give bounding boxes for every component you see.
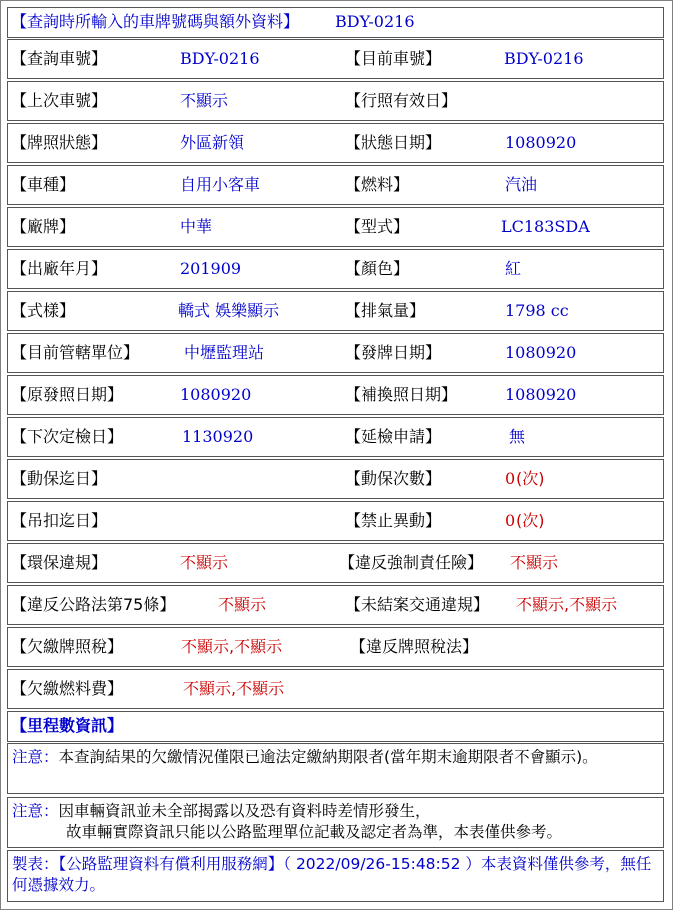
field-label: 【環保違規】 — [11, 553, 108, 572]
info-row — [7, 375, 664, 415]
field-value: 汽油 — [505, 175, 538, 194]
field-value: 外區新領 — [180, 133, 245, 152]
field-label: 【式樣】 — [11, 301, 76, 320]
field-label: 【車種】 — [11, 175, 76, 194]
field-value: 不顯示 — [180, 91, 229, 110]
field-value: 不顯示 — [180, 553, 229, 572]
field-label: 【出廠年月】 — [11, 259, 108, 278]
info-row — [7, 39, 664, 79]
note-disclaimer-text — [12, 801, 657, 843]
field-label: 【型式】 — [345, 217, 410, 236]
field-label: 【發牌日期】 — [345, 343, 442, 362]
field-value-count: 0 — [505, 469, 516, 488]
note-line1: 因車輛資訊並未全部揭露以及恐有資料時差情形發生， — [58, 802, 431, 820]
info-row — [7, 249, 664, 289]
field-value: 中壢監理站 — [184, 343, 265, 362]
report-header — [7, 7, 664, 38]
field-label: 【排氣量】 — [345, 301, 426, 320]
field-value-count: 0 — [505, 511, 516, 530]
field-label: 【原發照日期】 — [11, 385, 124, 404]
field-value: 不顯示 — [218, 595, 267, 614]
field-label: 【動保迄日】 — [11, 469, 108, 488]
field-label: 【禁止異動】 — [345, 511, 442, 530]
field-label: 【未結案交通違規】 — [345, 595, 490, 614]
field-value: 不顯示,不顯示 — [516, 595, 618, 614]
info-row — [7, 459, 664, 499]
info-row — [7, 333, 664, 373]
field-value: 1080920 — [505, 343, 577, 362]
field-label: 【動保次數】 — [345, 469, 442, 488]
field-value: 不顯示 — [510, 553, 559, 572]
info-row — [7, 627, 664, 667]
field-label: 【欠繳牌照稅】 — [11, 637, 124, 656]
field-label: 【行照有效日】 — [345, 91, 458, 110]
info-row — [7, 207, 664, 247]
field-value-unit: (次) — [516, 469, 545, 488]
info-row — [7, 543, 664, 583]
field-value: 1080920 — [505, 133, 577, 152]
info-row — [7, 501, 664, 541]
field-label: 【補換照日期】 — [345, 385, 458, 404]
field-label: 【目前車號】 — [345, 49, 442, 68]
field-value: 1798 cc — [505, 301, 569, 320]
field-value: 1130920 — [182, 427, 254, 446]
note-text: 本查詢結果的欠繳情況僅限已逾法定繳納期限者(當年期末逾期限者不會顯示)。 — [58, 748, 598, 766]
info-row — [7, 165, 664, 205]
field-value: 不顯示,不顯示 — [181, 637, 283, 656]
field-label: 【廠牌】 — [11, 217, 76, 236]
info-row — [7, 669, 664, 709]
field-value: 中華 — [180, 217, 213, 236]
field-value-unit: (次) — [516, 511, 545, 530]
field-label: 【違反強制責任險】 — [339, 553, 484, 572]
footer-text — [12, 854, 657, 896]
field-label: 【違反公路法第75條】 — [11, 595, 176, 614]
note-overdue-text — [12, 747, 657, 768]
field-value: 自用小客車 — [180, 175, 261, 194]
table-footer — [7, 850, 664, 902]
field-label: 【查詢車號】 — [11, 49, 108, 68]
info-row — [7, 417, 664, 457]
header-plate: BDY-0216 — [335, 12, 415, 31]
info-row — [7, 585, 664, 625]
note-label: 注意： — [12, 802, 59, 820]
field-label: 【狀態日期】 — [345, 133, 442, 152]
note-label: 注意： — [12, 748, 59, 766]
field-value: BDY-0216 — [504, 49, 584, 68]
field-label: 【燃料】 — [345, 175, 410, 194]
field-value: 紅 — [505, 259, 522, 278]
field-label: 【牌照狀態】 — [11, 133, 108, 152]
info-row — [7, 123, 664, 163]
field-label: 【上次車號】 — [11, 91, 108, 110]
note-disclaimer — [7, 797, 664, 848]
field-label: 【下次定檢日】 — [11, 427, 124, 446]
footer-source: 【公路監理資料有償利用服務網】（ 2022/09/26-15:48:52 ）本表資料僅供參考，無任何憑據效力。 — [12, 855, 652, 894]
field-value: 1080920 — [180, 385, 252, 404]
footer-label: 製表： — [12, 855, 59, 873]
field-value: 轎式 娛樂顯示 — [178, 301, 280, 320]
field-value: BDY-0216 — [180, 49, 260, 68]
note-line2: 故車輛實際資訊只能以公路監理單位記載及認定者為準，本表僅供參考。 — [66, 823, 563, 841]
mileage-section — [7, 711, 664, 742]
note-overdue — [7, 743, 664, 794]
header-title: 【查詢時所輸入的車牌號碼與額外資料】 — [11, 12, 300, 31]
field-label: 【違反牌照稅法】 — [350, 637, 479, 656]
field-value: 201909 — [180, 259, 242, 278]
field-label: 【吊扣迄日】 — [11, 511, 108, 530]
info-row — [7, 81, 664, 121]
field-label: 【顏色】 — [345, 259, 410, 278]
field-label: 【目前管轄單位】 — [11, 343, 140, 362]
field-value: LC183SDA — [501, 217, 590, 236]
field-label: 【欠繳燃料費】 — [11, 679, 124, 698]
info-row — [7, 291, 664, 331]
field-value: 1080920 — [505, 385, 577, 404]
mileage-title: 【里程數資訊】 — [11, 716, 124, 735]
field-label: 【延檢申請】 — [345, 427, 442, 446]
field-value: 無 — [509, 427, 526, 446]
field-value: 不顯示,不顯示 — [183, 679, 285, 698]
